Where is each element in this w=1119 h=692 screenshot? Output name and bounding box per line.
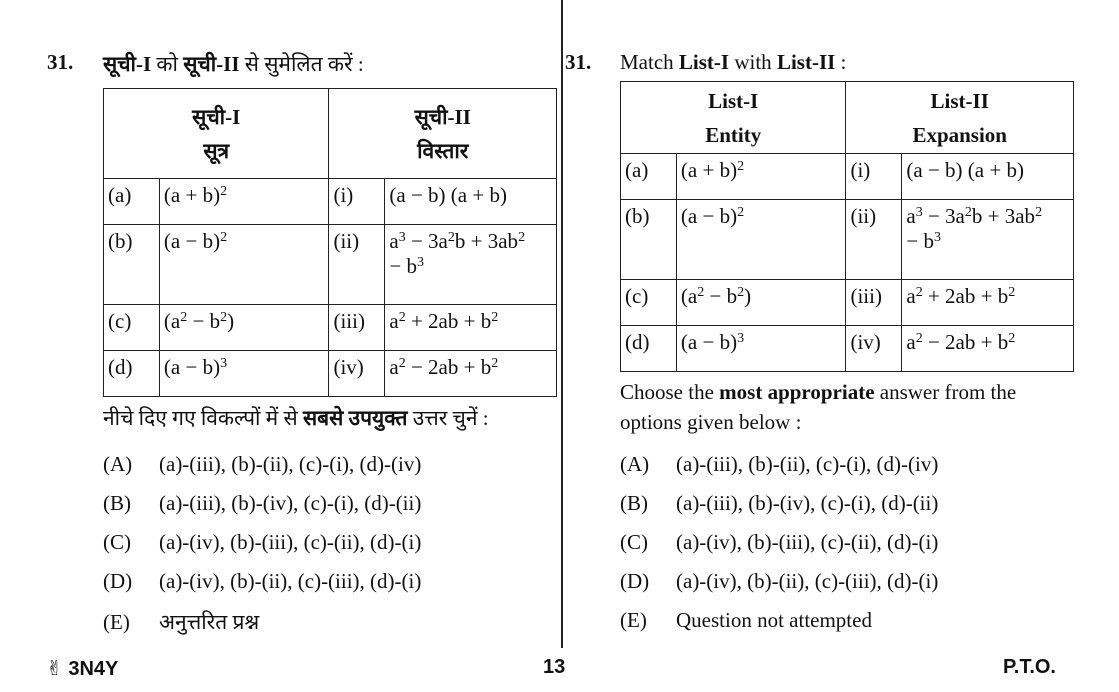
row-label: (iv) [846,326,902,372]
list2-title: सूची-II [414,104,471,129]
entity-formula: $(a + b)^2$ [676,154,846,200]
q-mid: को [151,52,184,76]
option-label: (B) [103,491,131,515]
option-label: (C) [103,530,131,554]
match-table-english [620,81,1074,372]
list1-title: List-I [708,88,759,113]
row-label: (a) [621,154,677,200]
list2-header [846,82,1074,154]
row-label: (ii) [329,225,385,305]
instruction-english: Choose the most appropriate answer from the options given below : [620,380,1017,434]
pto-label: P.T.O. [1003,656,1056,678]
row-label: (c) [621,280,677,326]
option-label: (C) [620,530,648,554]
option-a-hindi[interactable] [103,452,421,477]
table-row [621,280,1074,326]
question-number-english: 31. [565,50,592,74]
table-row [104,351,557,397]
expansion-formula: $a^2 + 2ab + b^2$ [902,280,1074,326]
option-label: (E) [103,610,130,634]
table-row [104,305,557,351]
option-text: (a)-(iii), (b)-(ii), (c)-(i), (d)-(iv) [159,452,422,476]
table-row [104,225,557,305]
expansion-formula: $a^2 - 2ab + b^2$ [385,351,557,397]
match-table-hindi [103,88,557,397]
row-label: (d) [104,351,160,397]
option-c-hindi[interactable] [103,530,421,555]
entity-formula: $(a^2 - b^2)$ [159,305,329,351]
option-e-hindi[interactable] [103,608,259,636]
option-text: (a)-(iii), (b)-(ii), (c)-(i), (d)-(iv) [676,452,939,476]
table-row [104,179,557,225]
option-text: (a)-(iii), (b)-(iv), (c)-(i), (d)-(ii) [676,491,939,515]
entity-formula: $(a - b)^3$ [676,326,846,372]
option-d-english[interactable] [620,569,938,594]
expansion-formula: $a^2 + 2ab + b^2$ [385,305,557,351]
list2-header [329,89,557,179]
row-label: (b) [621,200,677,280]
q-bold-list1: सूची-I [103,52,152,76]
option-b-english[interactable] [620,491,938,516]
list1-subtitle: Entity [705,122,762,147]
q-bold-list2: सूची-II [183,52,240,76]
row-label: (a) [104,179,160,225]
option-text: Question not attempted [676,608,872,632]
row-label: (iii) [846,280,902,326]
list1-subtitle: सूत्र [203,138,230,163]
question-text-english: Match List-I with List-II : [620,50,847,74]
option-b-hindi[interactable] [103,491,421,516]
entity-formula: $(a - b)^2$ [676,200,846,280]
option-text: (a)-(iv), (b)-(ii), (c)-(iii), (d)-(i) [159,569,422,593]
option-text: (a)-(iii), (b)-(iv), (c)-(i), (d)-(ii) [159,491,422,515]
row-label: (i) [846,154,902,200]
option-label: (B) [620,491,648,515]
table-row [621,154,1074,200]
option-text: (a)-(iv), (b)-(ii), (c)-(iii), (d)-(i) [676,569,939,593]
option-text: (a)-(iv), (b)-(iii), (c)-(ii), (d)-(i) [159,530,422,554]
expansion-formula: $a^2 - 2ab + b^2$ [902,326,1074,372]
list1-header [621,82,846,154]
q-end: से सुमेलित करें : [239,52,364,76]
entity-formula: $(a - b)^2$ [159,225,329,305]
option-e-english[interactable] [620,608,872,633]
table-row [621,200,1074,280]
row-label: (b) [104,225,160,305]
entity-formula: $(a^2 - b^2)$ [676,280,846,326]
list2-subtitle: विस्तार [417,138,469,163]
booklet-code: ✌ 3N4Y [46,658,119,680]
page-number: 13 [543,656,566,678]
option-label: (D) [103,569,133,593]
list2-title: List-II [930,88,989,113]
row-label: (iv) [329,351,385,397]
expansion-formula: (a − b) (a + b) [902,154,1074,200]
option-label: (D) [620,569,650,593]
row-label: (c) [104,305,160,351]
row-label: (i) [329,179,385,225]
expansion-formula: (a − b) (a + b) [385,179,557,225]
column-divider [561,0,563,648]
list2-subtitle: Expansion [912,122,1007,147]
question-text-hindi [103,50,364,78]
list1-title: सूची-I [192,104,241,129]
entity-formula: $(a - b)^3$ [159,351,329,397]
option-label: (A) [103,452,133,476]
option-text: (a)-(iv), (b)-(iii), (c)-(ii), (d)-(i) [676,530,939,554]
row-label: (ii) [846,200,902,280]
option-label: (E) [620,608,647,632]
question-number-hindi: 31. [47,50,74,74]
table-row [621,326,1074,372]
option-text: अनुत्तरित प्रश्न [159,610,260,634]
option-c-english[interactable] [620,530,938,555]
option-label: (A) [620,452,650,476]
expansion-formula: $a^3 - 3a^2b + 3ab^2$ − $b^3$ [902,200,1074,280]
entity-formula: $(a + b)^2$ [159,179,329,225]
list1-header [104,89,329,179]
option-a-english[interactable] [620,452,938,477]
option-d-hindi[interactable] [103,569,421,594]
row-label: (d) [621,326,677,372]
expansion-formula: $a^3 - 3a^2b + 3ab^2$ − $b^3$ [385,225,557,305]
row-label: (iii) [329,305,385,351]
instruction-hindi: नीचे दिए गए विकल्पों में से सबसे उपयुक्त उत्तर चुनें : [103,406,489,430]
